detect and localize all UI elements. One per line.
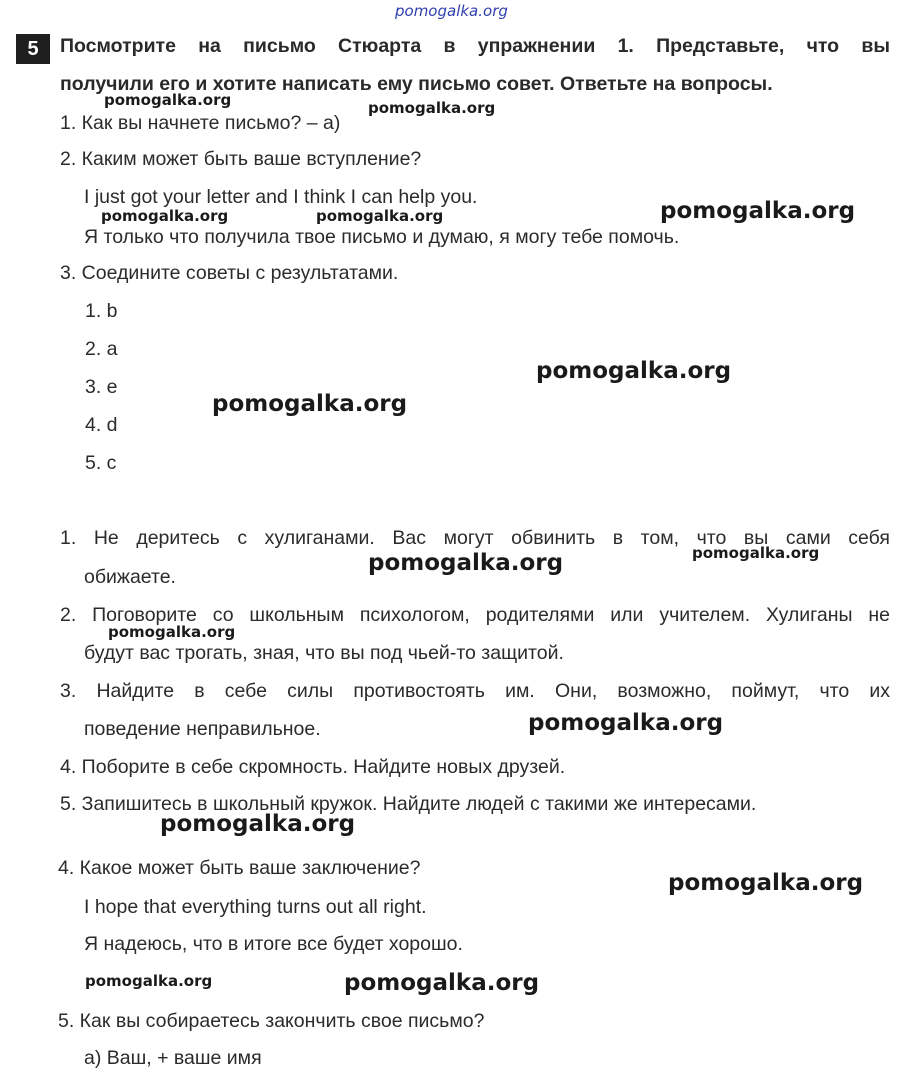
advice-1-line-1: 1. Не деритесь с хулиганами. Вас могут обвинить в том, что вы сами себя bbox=[60, 527, 890, 549]
question-4-russian-answer: Я надеюсь, что в итоге все будет хорошо. bbox=[84, 933, 463, 955]
question-5-answer: а) Ваш, + ваше имя bbox=[84, 1047, 262, 1069]
watermark: pomogalka.org bbox=[101, 207, 229, 225]
question-2: 2. Каким может быть ваше вступление? bbox=[60, 148, 422, 170]
advice-3-line-2: поведение неправильное. bbox=[84, 718, 321, 740]
question-1: 1. Как вы начнете письмо? – а) bbox=[60, 112, 341, 134]
watermark: pomogalka.org bbox=[108, 623, 236, 641]
watermark: pomogalka.org bbox=[85, 972, 213, 990]
match-answer-3: 3. e bbox=[85, 376, 118, 398]
watermark-top: pomogalka.org bbox=[395, 2, 508, 20]
watermark: pomogalka.org bbox=[160, 811, 356, 837]
advice-1-line-2: обижаете. bbox=[84, 566, 176, 588]
watermark: pomogalka.org bbox=[668, 870, 864, 896]
advice-5: 5. Запишитесь в школьный кружок. Найдите людей с такими же интересами. bbox=[60, 793, 757, 815]
exercise-number-badge: 5 bbox=[16, 34, 50, 64]
question-5: 5. Как вы собираетесь закончить свое письмо? bbox=[58, 1010, 485, 1032]
question-3: 3. Соедините советы с результатами. bbox=[60, 262, 399, 284]
heading-line-1: Посмотрите на письмо Стюарта в упражнении 1. Представьте, что вы bbox=[60, 35, 890, 57]
match-answer-1: 1. b bbox=[85, 300, 118, 322]
watermark: pomogalka.org bbox=[692, 544, 820, 562]
match-answer-4: 4. d bbox=[85, 414, 118, 436]
question-4: 4. Какое может быть ваше заключение? bbox=[58, 857, 421, 879]
heading-line-2: получили его и хотите написать ему письмо совет. Ответьте на вопросы. bbox=[60, 73, 773, 95]
advice-4: 4. Поборите в себе скромность. Найдите новых друзей. bbox=[60, 756, 566, 778]
match-answer-2: 2. a bbox=[85, 338, 118, 360]
question-2-english-answer: I just got your letter and I think I can help you. bbox=[84, 186, 478, 208]
question-4-english-answer: I hope that everything turns out all right. bbox=[84, 896, 427, 918]
match-answer-5: 5. c bbox=[85, 452, 117, 474]
advice-3-line-1: 3. Найдите в себе силы противостоять им. Они, возможно, поймут, что их bbox=[60, 680, 890, 702]
watermark: pomogalka.org bbox=[104, 91, 232, 109]
question-2-russian-answer: Я только что получила твое письмо и думаю, я могу тебе помочь. bbox=[84, 226, 680, 248]
watermark: pomogalka.org bbox=[536, 358, 732, 384]
watermark: pomogalka.org bbox=[368, 550, 564, 576]
watermark: pomogalka.org bbox=[660, 198, 856, 224]
watermark: pomogalka.org bbox=[368, 99, 496, 117]
advice-2-line-1: 2. Поговорите со школьным психологом, родителями или учителем. Хулиганы не bbox=[60, 604, 890, 626]
watermark: pomogalka.org bbox=[528, 710, 724, 736]
watermark: pomogalka.org bbox=[212, 391, 408, 417]
watermark: pomogalka.org bbox=[316, 207, 444, 225]
watermark: pomogalka.org bbox=[344, 970, 540, 996]
advice-2-line-2: будут вас трогать, зная, что вы под чьей-то защитой. bbox=[84, 642, 564, 664]
